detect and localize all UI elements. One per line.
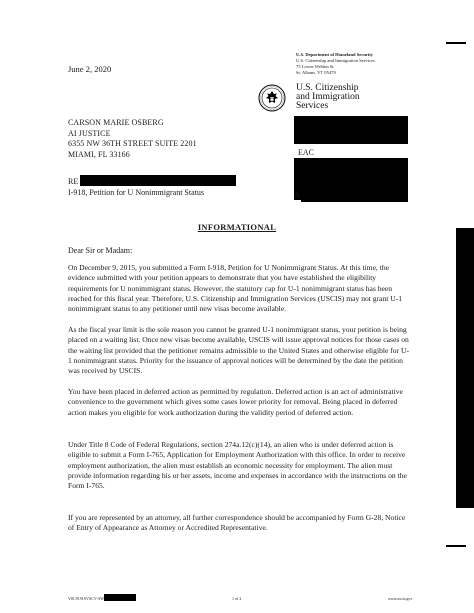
recipient-org: AI JUSTICE	[68, 128, 111, 138]
footer-page-number: 1 of 2	[232, 596, 242, 601]
body-paragraph: On December 9, 2015, you submitted a Form I-918, Petition for U Nonimmigrant Status. At this time, the evidence submitted with your petition appears to demonstrate that you have established the eligibility requirements for U nonimmigrant status. However, the statutory cap for U-1 nonimmigrant status has been reached for this fiscal year. Therefore, U.S. Citizenship and Immigration Services (USCIS) may not grant U-1 nonimmigrant status to any petitioner until new visas become available.	[68, 263, 403, 314]
a-number-label: A	[294, 191, 300, 200]
agency-office: U.S. Citizenship and Immigration Services	[296, 58, 375, 63]
recipient-address	[68, 118, 197, 160]
recipient-name: CARSON MARIE OSBERG	[68, 118, 164, 127]
body-paragraph: As the fiscal year limit is the sole reason you cannot be granted U-1 nonimmigrant status, your petition is being placed on a waiting list. Once new visas become available, USCIS will issue approval notices for those cases on the waiting list provided that the petitioner remains admissible to the United States and otherwise eligible for U-1 nonimmigrant status. Priority for the issuance of approval notices will be determined by the date the petition was received by USCIS.	[68, 325, 410, 376]
dhs-seal-icon	[258, 84, 286, 112]
agency-department: U.S. Department of Homeland Security	[296, 52, 374, 57]
footer-website: www.uscis.gov	[388, 596, 413, 601]
re-label: RE	[68, 177, 79, 186]
agency-name: U.S. Citizenship and Immigration Services	[296, 83, 360, 111]
body-paragraph: If you are represented by an attorney, all further correspondence should be accompanied by Form G-28, Notice of Entry of Appearance as Attorney or Accredited Representative.	[68, 513, 406, 533]
receipt-number-label: EAC	[298, 148, 314, 157]
recipient-street: 6355 NW 36TH STREET SUITE 2201	[68, 139, 197, 148]
redaction-block	[104, 594, 136, 601]
footer-form-code: VSC9191SVSCV-AW	[68, 596, 104, 601]
scan-edge-mark	[446, 42, 466, 44]
notice-heading: INFORMATIONAL	[197, 222, 277, 232]
body-paragraph: Under Title 8 Code of Federal Regulations, section 274a.12(c)(14), an alien who is under deferred action is eligible to submit a Form I-765, Application for Employment Authorization with this office. In order to receive employment authorization, the alien must establish an economic necessity for employment. The alien must provide information regarding his or her assets, income and expenses in accordance with the instructions on the Form I-765.	[68, 440, 407, 491]
redaction-block	[80, 175, 236, 186]
agency-city: St. Albans, VT 05479	[296, 70, 336, 75]
recipient-city: MIAMI, FL 33166	[68, 149, 130, 159]
redaction-block	[294, 116, 408, 144]
body-paragraph: You have been placed in deferred action as permitted by regulation. Deferred action is an act of administrative convenience to the government which gives some cases lower priority for removal. Being placed in deferred action makes you eligible for work authorization during the validity period of deferred action.	[68, 387, 403, 417]
re-form-line: I-918, Petition for U Nonimmigrant Status	[68, 188, 204, 197]
scan-edge-mark	[446, 545, 466, 547]
agency-address-block	[296, 52, 375, 76]
salutation: Dear Sir or Madam:	[68, 246, 133, 255]
redaction-block	[301, 190, 408, 202]
agency-street: 75 Lower Welden St	[296, 64, 334, 69]
letter-date: June 2, 2020	[68, 64, 112, 74]
scan-edge-bar	[456, 228, 474, 508]
